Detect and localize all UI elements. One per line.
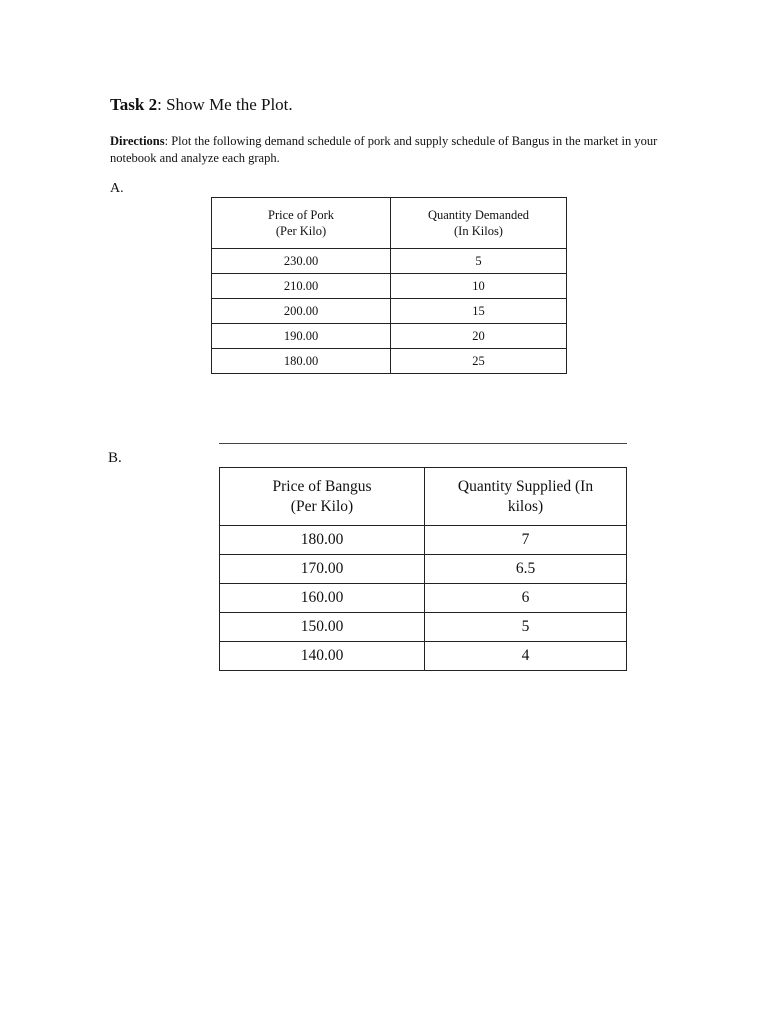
table-row <box>220 642 627 671</box>
quantity-demanded-header <box>391 198 567 249</box>
table-row <box>212 349 567 374</box>
table-row <box>220 584 627 613</box>
directions-text: : Plot the following demand schedule of pork and supply schedule of Bangus in the market in your notebook and analyze each graph. <box>110 134 658 165</box>
header-line: (Per Kilo) <box>290 497 354 515</box>
header-line: Quantity Demanded <box>427 208 529 222</box>
quantity-cell: 7 <box>425 526 627 555</box>
table-header-row <box>220 468 627 526</box>
price-of-pork-header <box>212 198 391 249</box>
table-row <box>212 324 567 349</box>
task-title <box>110 95 293 115</box>
table-row <box>220 555 627 584</box>
quantity-cell: 5 <box>425 613 627 642</box>
quantity-cell: 25 <box>391 349 567 374</box>
quantity-cell: 6.5 <box>425 555 627 584</box>
header-line: (In Kilos) <box>454 224 503 238</box>
pork-demand-table <box>211 197 567 374</box>
task-title-text: : Show Me the Plot. <box>157 95 293 114</box>
price-cell: 190.00 <box>212 324 391 349</box>
price-cell: 230.00 <box>212 249 391 274</box>
price-cell: 170.00 <box>220 555 425 584</box>
price-cell: 180.00 <box>212 349 391 374</box>
table-row <box>220 526 627 555</box>
horizontal-rule <box>219 443 627 444</box>
price-cell: 180.00 <box>220 526 425 555</box>
table-row <box>212 249 567 274</box>
table-header-row <box>212 198 567 249</box>
price-cell: 200.00 <box>212 299 391 324</box>
directions-label: Directions <box>110 134 165 148</box>
price-cell: 210.00 <box>212 274 391 299</box>
section-b-label: B. <box>108 450 122 466</box>
quantity-cell: 20 <box>391 324 567 349</box>
quantity-supplied-header <box>425 468 627 526</box>
table-row <box>220 613 627 642</box>
price-cell: 150.00 <box>220 613 425 642</box>
header-line: kilos) <box>507 497 544 515</box>
task-label: Task 2 <box>110 95 158 114</box>
price-cell: 160.00 <box>220 584 425 613</box>
bangus-supply-table <box>219 467 627 671</box>
directions-paragraph <box>110 133 690 167</box>
table-row <box>212 299 567 324</box>
table-row <box>212 274 567 299</box>
quantity-cell: 5 <box>391 249 567 274</box>
header-line: (Per Kilo) <box>275 224 327 238</box>
header-line: Price of Bangus <box>272 477 372 495</box>
quantity-cell: 10 <box>391 274 567 299</box>
price-cell: 140.00 <box>220 642 425 671</box>
quantity-cell: 4 <box>425 642 627 671</box>
price-of-bangus-header <box>220 468 425 526</box>
header-line: Quantity Supplied (In <box>457 477 594 495</box>
quantity-cell: 6 <box>425 584 627 613</box>
header-line: Price of Pork <box>268 208 334 222</box>
quantity-cell: 15 <box>391 299 567 324</box>
section-a-label: A. <box>110 181 124 196</box>
